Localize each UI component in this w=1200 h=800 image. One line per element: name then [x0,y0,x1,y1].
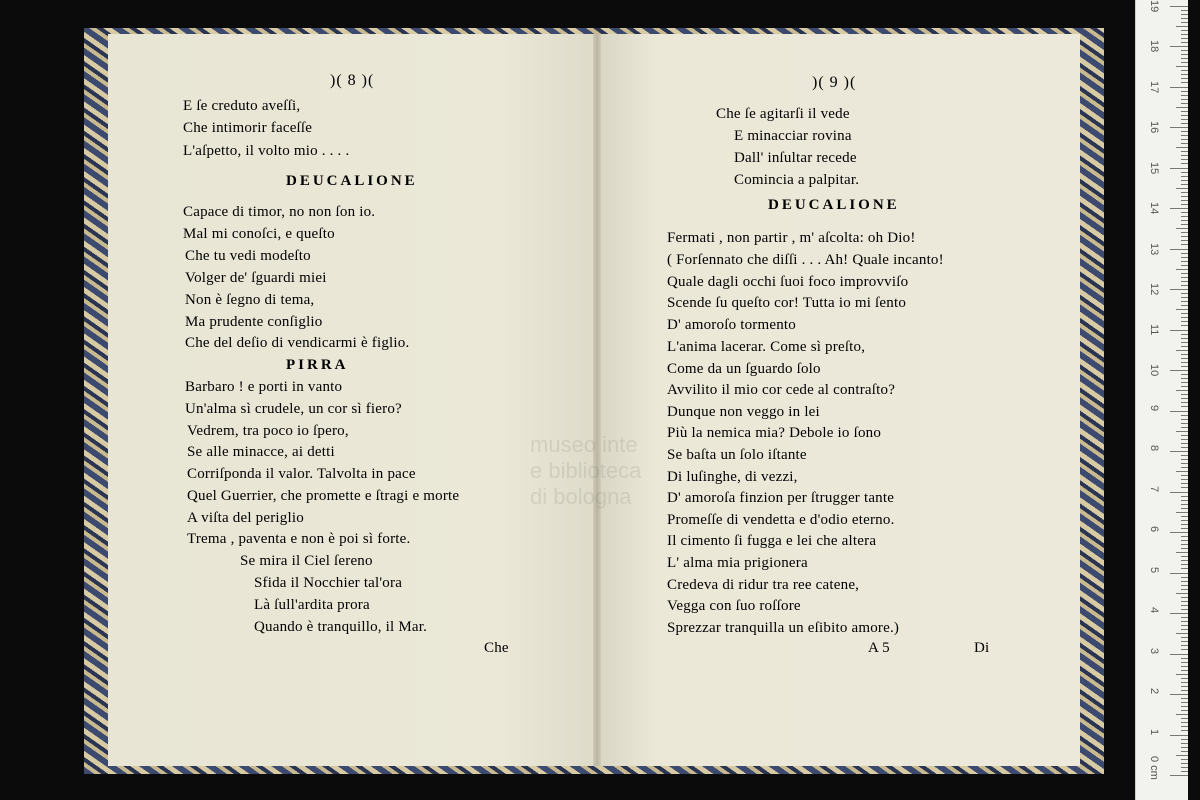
ruler-tick [1181,196,1188,197]
ruler-number: 12 [1148,283,1160,296]
text-line: Come da un ſguardo ſolo [667,361,821,377]
ruler-number: 3 [1148,647,1160,654]
ruler-tick [1181,564,1188,565]
ruler-tick [1181,10,1188,11]
ruler-tick [1176,512,1188,513]
ruler-tick [1181,54,1188,55]
text-line: Scende ſu queſto cor! Tutta io mi ſento [667,295,907,311]
ruler-tick [1181,386,1188,387]
ruler-tick [1181,200,1188,201]
text-line: Che ſe agitarſi il vede [716,106,850,122]
text-line: Dunque non veggo in lei [667,404,820,420]
watermark-text: e biblioteca [530,458,642,483]
ruler-tick [1181,62,1188,63]
ruler-tick [1181,568,1188,569]
ruler-tick [1181,115,1188,116]
ruler-tick [1181,240,1188,241]
ruler-tick [1181,548,1188,549]
ruler-tick [1181,143,1188,144]
text-line: D' amoroſa finzion per ſtrugger tante [667,490,895,506]
ruler-tick [1176,350,1188,351]
ruler-tick [1170,654,1188,655]
ruler-tick [1181,346,1188,347]
ruler-number: 17 [1148,80,1160,93]
text-line: L'aſpetto, il volto mio . . . . [183,143,350,159]
ruler-tick [1181,662,1188,663]
text-line: Se baſta un ſolo iſtante [667,447,807,463]
book-gutter [593,34,601,766]
ruler-tick [1181,447,1188,448]
ruler-tick [1181,726,1188,727]
ruler-tick [1181,637,1188,638]
text-line: L' alma mia prigionera [667,555,808,571]
ruler-tick [1181,730,1188,731]
ruler-tick [1181,236,1188,237]
ruler-tick [1181,135,1188,136]
left-page [108,34,596,766]
text-line: Non è ſegno di tema, [185,292,315,308]
ruler-tick [1181,536,1188,537]
ruler-tick [1181,487,1188,488]
text-line: E ſe creduto aveſſi, [183,98,301,114]
ruler-tick [1170,492,1188,493]
text-line: Barbaro ! e porti in vanto [185,379,343,395]
ruler-tick [1181,285,1188,286]
ruler-tick [1181,184,1188,185]
ruler-tick [1181,34,1188,35]
ruler-tick [1181,313,1188,314]
ruler-tick [1181,577,1188,578]
ruler-tick [1181,455,1188,456]
ruler-tick [1181,678,1188,679]
ruler-tick [1181,459,1188,460]
ruler-tick [1181,706,1188,707]
ruler-tick [1181,38,1188,39]
ruler-tick [1181,605,1188,606]
ruler-tick [1181,739,1188,740]
ruler-tick [1181,99,1188,100]
ruler-tick [1181,759,1188,760]
ruler-tick [1176,107,1188,108]
ruler-tick [1170,411,1188,412]
ruler-tick [1181,204,1188,205]
ruler-number: 1 [1148,728,1160,735]
ruler-tick [1181,301,1188,302]
ruler-tick [1181,402,1188,403]
ruler-tick [1181,500,1188,501]
ruler-tick [1170,694,1188,695]
text-line: Che tu vedi modeſto [185,248,311,264]
text-line: Dall' inſultar recede [734,150,857,166]
ruler-tick [1181,467,1188,468]
ruler-tick [1181,463,1188,464]
ruler-tick [1181,597,1188,598]
ruler-number: 16 [1148,121,1160,134]
ruler-tick [1176,26,1188,27]
ruler-tick [1181,42,1188,43]
ruler-tick [1181,398,1188,399]
text-line: E minacciar rovina [734,128,852,144]
text-line: Promeſſe di vendetta e d'odio eterno. [667,512,895,528]
ruler-tick [1181,698,1188,699]
ruler-tick [1181,645,1188,646]
text-line: Volger de' ſguardi miei [185,270,327,286]
ruler-tick [1181,378,1188,379]
ruler-tick [1176,552,1188,553]
ruler-tick [1181,747,1188,748]
ruler-tick [1181,232,1188,233]
ruler-tick [1181,702,1188,703]
text-line: Quel Guerrier, che promette e ſtragi e morte [187,488,460,504]
ruler-tick [1181,508,1188,509]
text-line: Che intimorir faceſſe [183,120,313,136]
text-line: Se alle minacce, ai detti [187,444,335,460]
watermark-text: di bologna [530,484,632,509]
ruler-tick [1181,443,1188,444]
text-line: L'anima lacerar. Come sì preſto, [667,339,866,355]
ruler-unit-label: 0 cm [1148,756,1160,780]
text-line: Un'alma sì crudele, un cor sì fiero? [185,401,402,417]
ruler-tick [1170,127,1188,128]
ruler-tick [1170,532,1188,533]
ruler-tick [1176,66,1188,67]
ruler-tick [1181,139,1188,140]
ruler-tick [1181,625,1188,626]
ruler-tick [1181,718,1188,719]
text-line: Vegga con ſuo roſſore [667,598,801,614]
measuring-ruler [1135,0,1188,800]
ruler-tick [1181,321,1188,322]
text-line: Più la nemica mia? Debole io ſono [667,425,882,441]
ruler-tick [1170,330,1188,331]
ruler-tick [1181,119,1188,120]
ruler-tick [1181,670,1188,671]
ruler-tick [1181,743,1188,744]
ruler-tick [1181,192,1188,193]
ruler-tick [1170,370,1188,371]
ruler-tick [1176,714,1188,715]
ruler-tick [1181,771,1188,772]
text-line: Sfida il Nocchier tal'ora [254,575,403,591]
ruler-tick [1181,305,1188,306]
ruler-tick [1181,516,1188,517]
ruler-tick [1181,151,1188,152]
text-line: Il cimento ſi fugga e lei che altera [667,533,877,549]
ruler-tick [1181,317,1188,318]
ruler-tick [1181,767,1188,768]
text-line: Corriſponda il valor. Talvolta in pace [187,466,416,482]
text-line: A viſta del periglio [187,510,304,526]
ruler-tick [1181,334,1188,335]
text-line: Fermati , non partir , m' aſcolta: oh Dio! [667,230,916,246]
ruler-tick [1181,496,1188,497]
ruler-tick [1181,649,1188,650]
ruler-tick [1181,617,1188,618]
ruler-tick [1176,269,1188,270]
ruler-tick [1181,123,1188,124]
ruler-tick [1176,188,1188,189]
ruler-tick [1181,366,1188,367]
ruler-tick [1181,435,1188,436]
ruler-tick [1181,22,1188,23]
ruler-tick [1181,220,1188,221]
ruler-tick [1181,257,1188,258]
ruler-tick [1170,451,1188,452]
ruler-tick [1181,74,1188,75]
ruler-tick [1170,735,1188,736]
watermark-text: museo inte [530,432,638,457]
ruler-tick [1181,751,1188,752]
ruler-tick [1181,95,1188,96]
ruler-number: 6 [1148,526,1160,533]
ruler-tick [1181,91,1188,92]
signature-mark: A 5 [868,640,890,656]
ruler-tick [1181,629,1188,630]
ruler-tick [1176,309,1188,310]
ruler-tick [1170,289,1188,290]
ruler-tick [1181,763,1188,764]
ruler-number: 15 [1148,161,1160,174]
ruler-tick [1181,155,1188,156]
ruler-tick [1181,483,1188,484]
ruler-tick [1181,609,1188,610]
right-page-number: )( 9 )( [812,74,857,91]
ruler-tick [1181,415,1188,416]
ruler-tick [1181,265,1188,266]
ruler-tick [1181,78,1188,79]
ruler-tick [1181,14,1188,15]
ruler-tick [1181,111,1188,112]
ruler-tick [1176,390,1188,391]
ruler-tick [1181,686,1188,687]
ruler-tick [1181,479,1188,480]
text-line: Credeva di ridur tra ree catene, [667,577,860,593]
ruler-tick [1176,147,1188,148]
ruler-number: 13 [1148,242,1160,255]
ruler-tick [1170,613,1188,614]
ruler-tick [1181,342,1188,343]
ruler-number: 18 [1148,40,1160,53]
text-line: Di luſinghe, di vezzi, [667,469,798,485]
ruler-tick [1176,674,1188,675]
ruler-tick [1181,338,1188,339]
ruler-tick [1181,354,1188,355]
ruler-tick [1181,560,1188,561]
ruler-tick [1181,163,1188,164]
text-line: Se mira il Ciel ſereno [240,553,373,569]
ruler-tick [1181,216,1188,217]
ruler-tick [1181,374,1188,375]
ruler-tick [1170,87,1188,88]
ruler-tick [1181,585,1188,586]
ruler-tick [1181,244,1188,245]
ruler-tick [1181,475,1188,476]
speaker-name: DEUCALIONE [286,173,418,189]
text-line: Quando è tranquillo, il Mar. [254,619,428,635]
ruler-number: 7 [1148,485,1160,492]
ruler-tick [1181,589,1188,590]
ruler-tick [1181,581,1188,582]
ruler-tick [1170,6,1188,7]
ruler-tick [1176,593,1188,594]
ruler-tick [1181,621,1188,622]
text-line: Mal mi conoſci, e queſto [183,226,335,242]
ruler-tick [1181,325,1188,326]
ruler-tick [1181,176,1188,177]
ruler-tick [1181,273,1188,274]
ruler-tick [1181,253,1188,254]
ruler-tick [1181,641,1188,642]
ruler-tick [1181,556,1188,557]
catchword: Che [484,640,509,656]
text-line: Ma prudente conſiglio [185,314,323,330]
ruler-tick [1181,682,1188,683]
ruler-tick [1181,406,1188,407]
ruler-number: 8 [1148,445,1160,452]
catchword: Di [974,640,990,656]
ruler-tick [1181,362,1188,363]
ruler-tick [1181,82,1188,83]
text-line: Quale dagli occhi ſuoi foco improvviſo [667,274,909,290]
ruler-tick [1181,131,1188,132]
ruler-tick [1170,249,1188,250]
ruler-number: 9 [1148,404,1160,411]
ruler-tick [1181,658,1188,659]
ruler-tick [1181,419,1188,420]
text-line: Trema , paventa e non è poi sì forte. [187,531,411,547]
ruler-tick [1181,159,1188,160]
ruler-number: 14 [1148,202,1160,215]
ruler-tick [1181,710,1188,711]
ruler-tick [1181,504,1188,505]
ruler-number: 11 [1148,323,1160,335]
ruler-tick [1181,30,1188,31]
speaker-name: DEUCALIONE [768,197,900,213]
text-line: Là ſull'ardita prora [254,597,370,613]
left-page-number: )( 8 )( [330,72,375,89]
ruler-number: 4 [1148,607,1160,614]
text-line: Che del deſio di vendicarmi è figlio. [185,335,410,351]
ruler-tick [1181,172,1188,173]
ruler-tick [1181,601,1188,602]
text-line: Avvilito il mio cor cede al contraſto? [667,382,896,398]
ruler-tick [1181,180,1188,181]
ruler-number: 2 [1148,688,1160,695]
ruler-tick [1176,228,1188,229]
ruler-tick [1181,666,1188,667]
ruler-tick [1181,277,1188,278]
ruler-tick [1181,382,1188,383]
ruler-tick [1170,168,1188,169]
ruler-tick [1176,471,1188,472]
ruler-number: 5 [1148,566,1160,573]
ruler-tick [1181,297,1188,298]
ruler-tick [1181,50,1188,51]
ruler-number: 19 [1148,0,1160,12]
ruler-tick [1181,439,1188,440]
ruler-tick [1181,261,1188,262]
text-line: Vedrem, tra poco io ſpero, [187,423,349,439]
ruler-tick [1181,358,1188,359]
ruler-tick [1176,431,1188,432]
text-line: ( Forſennato che diſſi . . . Ah! Quale incanto! [667,252,944,268]
ruler-tick [1181,394,1188,395]
ruler-tick [1181,103,1188,104]
ruler-tick [1181,70,1188,71]
ruler-tick [1181,293,1188,294]
text-line: D' amoroſo tormento [667,317,796,333]
ruler-tick [1181,528,1188,529]
ruler-tick [1181,544,1188,545]
ruler-tick [1170,46,1188,47]
ruler-tick [1181,18,1188,19]
ruler-tick [1176,755,1188,756]
ruler-tick [1181,690,1188,691]
ruler-tick [1181,423,1188,424]
ruler-tick [1176,633,1188,634]
ruler-tick [1181,520,1188,521]
ruler-tick [1181,722,1188,723]
ruler-tick [1170,573,1188,574]
speaker-name: PIRRA [286,357,349,373]
ruler-tick [1181,212,1188,213]
text-line: Capace di timor, no non ſon io. [183,204,376,220]
ruler-tick [1170,775,1188,776]
ruler-tick [1181,427,1188,428]
text-line: Comincia a palpitar. [734,172,860,188]
ruler-tick [1170,208,1188,209]
ruler-tick [1181,281,1188,282]
text-line: Sprezzar tranquilla un eſibito amore.) [667,620,900,636]
ruler-tick [1181,540,1188,541]
ruler-tick [1181,224,1188,225]
ruler-tick [1181,524,1188,525]
ruler-tick [1181,58,1188,59]
ruler-number: 10 [1148,364,1160,377]
